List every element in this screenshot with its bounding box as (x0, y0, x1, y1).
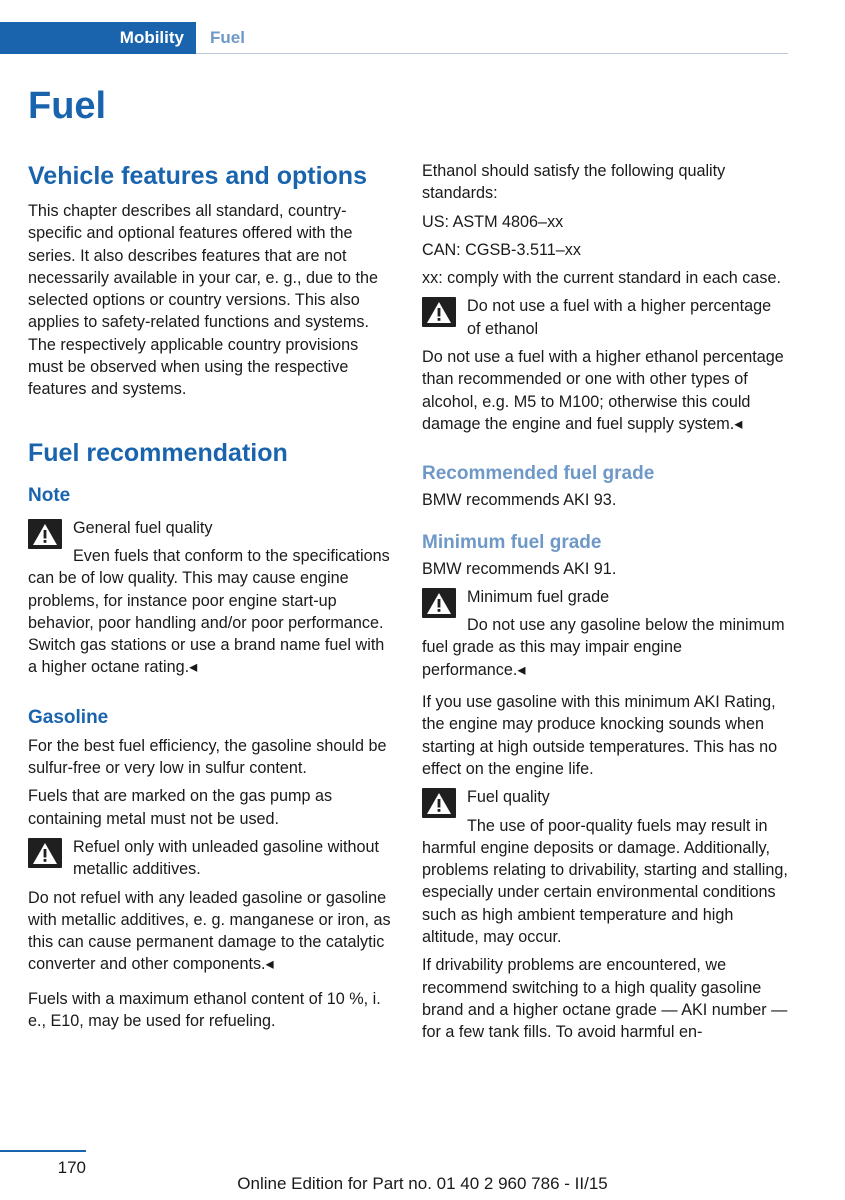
paragraph-gasoline-4: Fuels with a maximum ethanol content of 10 %, i. e., E10, may be used for refueling. (28, 989, 381, 1031)
warning-title: Fuel quality (467, 788, 550, 807)
warning-title: Refuel only with unleaded gasoline without metallic additives. (73, 837, 379, 879)
warning-unleaded (28, 836, 394, 881)
right-column (422, 160, 788, 1050)
paragraph-can-standard: CAN: CGSB-3.511–xx (422, 240, 581, 259)
warning-minimum-fuel-grade (422, 586, 788, 681)
paragraph-xx-note: xx: comply with the current standard in each case. (422, 269, 781, 288)
warning-triangle-icon (422, 297, 456, 327)
warning-title: Do not use a fuel with a higher percentage of ethanol (467, 297, 772, 338)
heading-vehicle-features: Vehicle features and options (28, 162, 367, 190)
paragraph-ethanol-2: Do not use a fuel with a higher ethanol percentage than recommended or one with other types of alcohol, e.g. M5 to M100; otherwise this could damage the engine and fuel supply system.◂ (422, 348, 784, 433)
footer-edition: Online Edition for Part no. 01 40 2 960 786 - II/15 (237, 1174, 608, 1193)
warning-title: Minimum fuel grade (467, 587, 610, 606)
paragraph-features: This chapter describes all standard, country-specific and optional features offered with the series. It also describes features that are not necessarily available in your car, e. g., due to the selected options or country versions. This also applies to safety-related functions and systems. The respectively applicable country provisions must be observed when using the respective features and systems. (28, 202, 379, 399)
header-section-tab[interactable]: Mobility (0, 22, 196, 54)
paragraph-minimum: BMW recommends AKI 91. (422, 559, 617, 578)
heading-recommended-fuel-grade: Recommended fuel grade (422, 463, 655, 485)
page-number: 170 (57, 1158, 86, 1177)
warning-general-fuel-quality (28, 517, 394, 679)
heading-note: Note (28, 484, 71, 506)
warning-triangle-icon (28, 519, 62, 549)
warning-fuel-quality (422, 786, 788, 948)
warning-ethanol (422, 295, 788, 340)
paragraph-drivability: If drivability problems are encountered, we recommend switching to a high quality gasoline brand and a higher octane grade — AKI number — for a few tank fills. To avoid harmful en- (422, 956, 788, 1042)
header-topic-tab[interactable]: Fuel (210, 28, 245, 47)
paragraph-ethanol-standards: Ethanol should satisfy the following quality standards: (422, 162, 726, 203)
warning-text: Even fuels that conform to the specifications can be of low quality. This may cause engine problems, for instance poor engine start-up behavior, poor handling and/or poor performance. Switch gas stations or use a brand name fuel with a higher octane rating.◂ (28, 546, 390, 677)
warning-text: Do not use any gasoline below the minimum fuel grade as this may impair engine performance.◂ (422, 616, 785, 679)
warning-triangle-icon (422, 588, 456, 618)
left-column (28, 160, 394, 1038)
running-header (0, 22, 788, 55)
warning-triangle-icon (422, 788, 456, 818)
paragraph-aki-rating: If you use gasoline with this minimum AKI Rating, the engine may produce knocking sounds when starting at high outside temperatures. This has no effect on the engine life. (422, 693, 778, 778)
page-title: Fuel (28, 85, 107, 127)
paragraph-recommended: BMW recommends AKI 93. (422, 491, 617, 510)
warning-title: General fuel quality (73, 518, 213, 537)
heading-minimum-fuel-grade: Minimum fuel grade (422, 531, 602, 553)
heading-gasoline: Gasoline (28, 706, 109, 728)
paragraph-gasoline-2: Fuels that are marked on the gas pump as containing metal must not be used. (28, 787, 333, 828)
footer-rule (0, 1150, 86, 1152)
warning-text: The use of poor-quality fuels may result in harmful engine deposits or damage. Additionally, problems relating to drivability, starting and stalling, especially under certain environmental conditions such as high ambient temperature and high altitude, may occur. (422, 816, 788, 947)
paragraph-gasoline-3: Do not refuel with any leaded gasoline or gasoline with metallic additives, e. g. manganese or iron, as this can cause permanent damage to the catalytic converter and other components.◂ (28, 888, 391, 974)
paragraph-gasoline-1: For the best fuel efficiency, the gasoline should be sulfur-free or very low in sulfur content. (28, 736, 387, 778)
heading-fuel-recommendation: Fuel recommendation (28, 438, 288, 467)
paragraph-us-standard: US: ASTM 4806–xx (422, 212, 564, 231)
header-rule (196, 53, 788, 54)
warning-triangle-icon (28, 838, 62, 868)
